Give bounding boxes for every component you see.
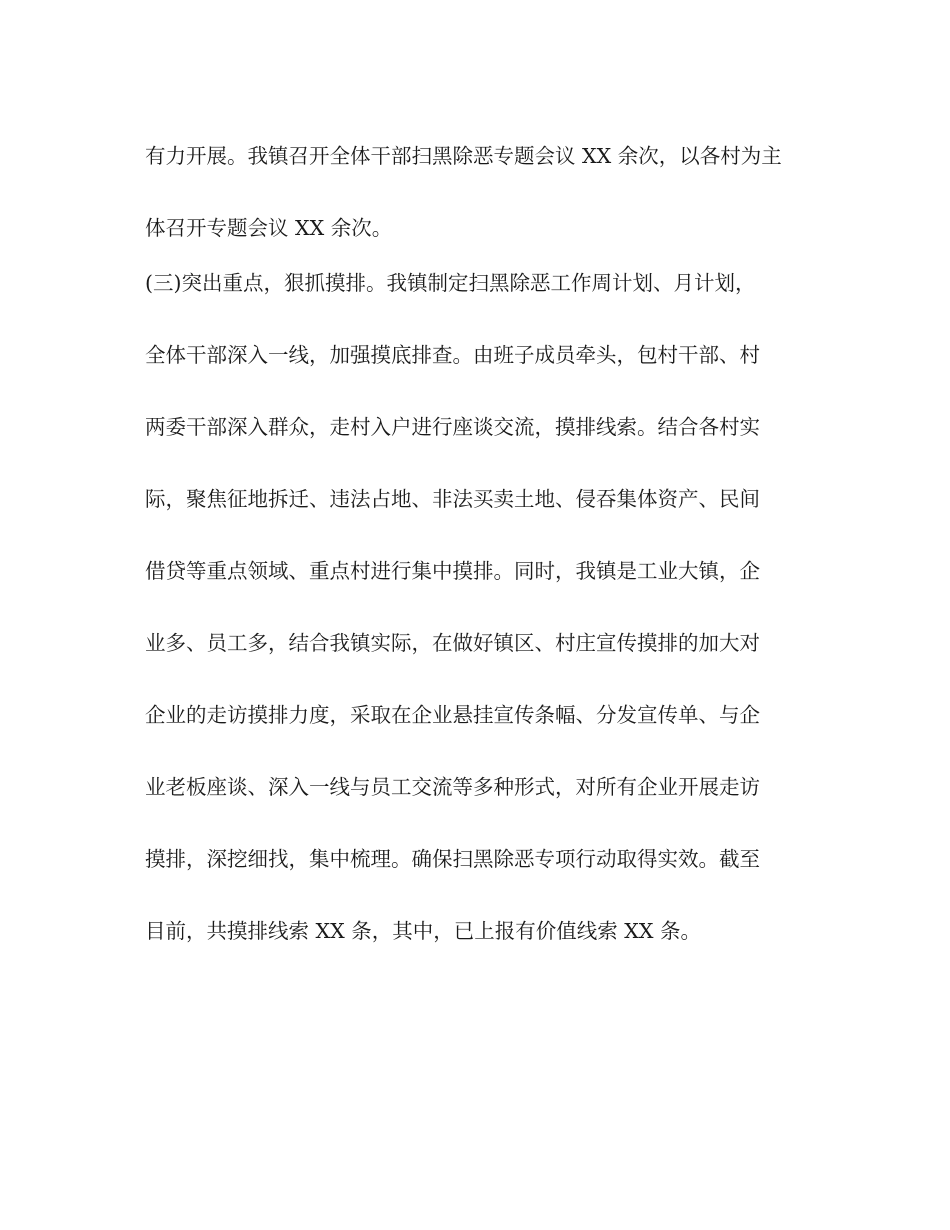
text-line: 业老板座谈、深入一线与员工交流等多种形式，对所有企业开展走访 <box>145 775 760 799</box>
section-heading-line: (三)突出重点，狠抓摸排。我镇制定扫黑除恶工作周计划、月计划， <box>145 271 756 295</box>
text-line: 目前，共摸排线索 XX 条，其中，已上报有价值线索 XX 条。 <box>145 919 701 943</box>
text-line: 企业的走访摸排力度，采取在企业悬挂宣传条幅、分发宣传单、与企 <box>145 703 760 727</box>
text-line: 摸排，深挖细找，集中梳理。确保扫黑除恶专项行动取得实效。截至 <box>145 847 760 871</box>
text-line: 体召开专题会议 XX 余次。 <box>145 216 393 240</box>
text-line: 全体干部深入一线，加强摸底排查。由班子成员牵头，包村干部、村 <box>145 343 760 367</box>
text-line: 际，聚焦征地拆迁、违法占地、非法买卖土地、侵吞集体资产、民间 <box>145 487 760 511</box>
text-line: 两委干部深入群众，走村入户进行座谈交流，摸排线索。结合各村实 <box>145 415 760 439</box>
body-text <box>145 136 815 983</box>
text-line: 业多、员工多，结合我镇实际，在做好镇区、村庄宣传摸排的加大对 <box>145 631 760 655</box>
text-line: 借贷等重点领域、重点村进行集中摸排。同时，我镇是工业大镇，企 <box>145 559 760 583</box>
text-line: 有力开展。我镇召开全体干部扫黑除恶专题会议 XX 余次，以各村为主 <box>145 144 782 168</box>
